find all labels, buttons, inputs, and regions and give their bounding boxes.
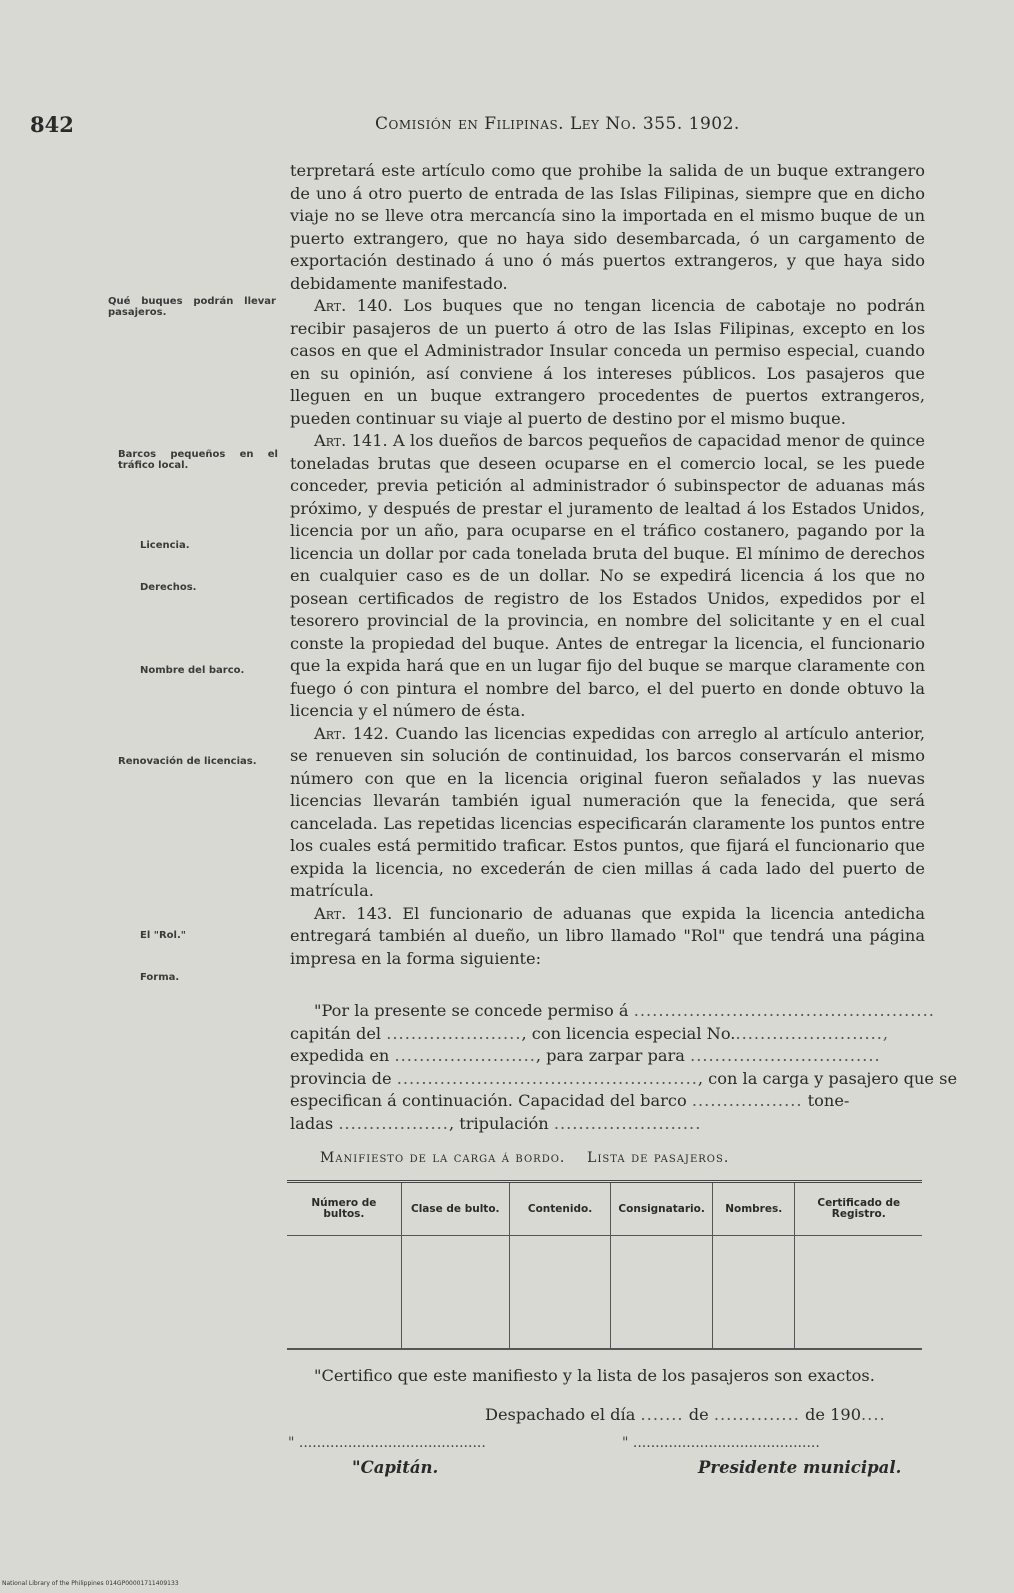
form-text: provincia de [290, 1068, 392, 1088]
blank-line: ........................, [735, 1023, 890, 1043]
manifest-title [320, 1150, 920, 1166]
column-header: Contenido. [509, 1183, 611, 1236]
column-header: Número de bultos. [287, 1183, 401, 1236]
form-text: , tripulación [448, 1113, 549, 1133]
column-header: Consignatario. [611, 1183, 713, 1236]
blank-line: .................. [691, 1091, 803, 1110]
dispatch-line [485, 1405, 886, 1424]
signature-presidente: Presidente municipal. [698, 1458, 902, 1477]
article-label: Art. 141. [314, 431, 388, 450]
page-number: 842 [30, 112, 74, 137]
table-cell [712, 1236, 795, 1349]
blank-line: .................. [338, 1113, 449, 1133]
form-text: "Por la presente se concede permiso á [314, 1001, 629, 1020]
manifest-title-passengers: Lista de pasajeros. [587, 1150, 730, 1166]
form-line [290, 1045, 925, 1068]
table-cell [401, 1236, 509, 1349]
sidenote-que-buques: Qué buques podrán llevar pasajeros. [108, 296, 276, 318]
form-text: ladas [290, 1113, 334, 1133]
table-cell [287, 1236, 401, 1349]
paragraph-art-143 [290, 903, 925, 971]
column-header: Clase de bulto. [401, 1183, 509, 1236]
paragraph-art-140 [290, 295, 925, 430]
blank-line: ................................................. [396, 1068, 698, 1088]
article-text: A los dueños de barcos pequeños de capacidad menor de quince toneladas brutas que deseen ocuparse en el comercio local, se les puede conceder, previa petición al administrador ó subinspector de aduanas más próximo, y después de prestar el juramento de lealtad á los Estados Unidos, licencia por un año, para ocuparse en el tráfico costanero, pagando por la licencia un dollar por cada tonelada bruta del buque. El mínimo de derechos en cualquier caso es de un dollar. No se expedirá licencia á los que no posean certificados de registro de los Estados Unidos, expedidos por el tesorero provincial de la provincia, en nombre del solicitante y en el cual conste la propiedad del buque. Antes de entregar la licencia, el funcionario que la expida hará que en un lugar fijo del buque se marque claramente con fuego ó con pintura el nombre del barco, el del puerto en donde obtuvo la licencia y el número de ésta. [290, 431, 925, 720]
scan-credit: National Library of the Philippines 014GP00001711409133 [2, 1580, 179, 1587]
signature-line-presidente: " .......................................... [622, 1435, 820, 1451]
sidenote-renovacion: Renovación de licencias. [118, 756, 257, 767]
signature-capitan: "Capitán. [352, 1458, 439, 1477]
sidenote-forma: Forma. [140, 972, 180, 983]
form-text: especifican á continuación. Capacidad del barco [290, 1091, 687, 1110]
table-header-row [287, 1183, 922, 1236]
paragraph-art-142 [290, 723, 925, 903]
paragraph-art-141 [290, 430, 925, 723]
sidenote-licencia: Licencia. [140, 540, 190, 551]
rol-form [290, 1000, 958, 1135]
article-text: Cuando las licencias expedidas con arreglo al artículo anterior, se renueven sin solución de continuidad, los barcos conservarán el mismo número con que en la licencia original fueron señalados y las nuevas licencias llevarán también igual numeración que la fenecida, que será cancelada. Las repetidas licencias especificarán claramente los puntos entre los cuales está permitido traficar. Estos puntos, que fijará el funcionario que expida la licencia, no excederán de cien millas á cada lado del puerto de matrícula. [290, 723, 925, 900]
article-label: Art. 140. [314, 296, 393, 315]
sidenote-derechos: Derechos. [140, 582, 197, 593]
manifest-table [287, 1180, 922, 1350]
form-line [290, 1000, 935, 1023]
blank-line: ....... [640, 1405, 684, 1424]
blank-line: ...................... [386, 1023, 522, 1043]
article-text: El funcionario de aduanas que expida la licencia antedicha entregará también al dueño, un libro llamado "Rol" que tendrá una página impresa en la forma siguiente: [290, 903, 925, 968]
dispatch-text: de 190 [805, 1405, 862, 1424]
blank-line: ............................... [690, 1046, 881, 1065]
sidenote-rol: El "Rol." [140, 930, 186, 941]
blank-line: ................................................. [633, 1001, 935, 1020]
blank-line: .... [861, 1405, 886, 1424]
article-label: Art. 143. [314, 903, 393, 923]
form-line [290, 1090, 925, 1113]
dispatch-text: Despachado el día [485, 1405, 636, 1424]
running-head: Comisión en Filipinas. Ley No. 355. 1902. [375, 114, 740, 134]
article-label: Art. 142. [314, 723, 389, 743]
sidenote-barcos: Barcos pequeños en el tráfico local. [118, 449, 278, 471]
form-text: capitán del [290, 1023, 382, 1043]
certification-text: "Certifico que este manifiesto y la lista de los pasajeros son exactos. [314, 1366, 875, 1385]
form-line [290, 1023, 925, 1046]
form-text: tone- [807, 1091, 850, 1110]
signature-line-capitan: " .......................................... [288, 1435, 486, 1451]
column-header: Certificado de Registro. [795, 1183, 922, 1236]
form-line [290, 1113, 925, 1136]
page-header [0, 112, 1014, 140]
form-text: expedida en [290, 1046, 390, 1065]
table-cell [509, 1236, 611, 1349]
manifest-title-cargo: Manifiesto de la carga á bordo. [320, 1150, 566, 1166]
sidenote-nombre: Nombre del barco. [140, 665, 245, 676]
form-text: , con licencia especial No. [521, 1023, 736, 1043]
form-line [290, 1068, 958, 1091]
table-cell [795, 1236, 922, 1349]
body-text [290, 160, 925, 970]
form-text: , con la carga y pasajero que se [697, 1068, 958, 1088]
form-text: , para zarpar para [535, 1046, 685, 1065]
article-text: Los buques que no tengan licencia de cabotaje no podrán recibir pasajeros de un puerto á otro de las Islas Filipinas, excepto en los casos en que el Administrador Insular conceda un permiso especial, cuando en su opinión, así conviene á los intereses públicos. Los pasajeros que lleguen en un buque extrangero procedentes de puertos extrangeros, pueden continuar su viaje al puerto de destino por el mismo buque. [290, 296, 925, 428]
table-row [287, 1236, 922, 1349]
blank-line: .............. [713, 1405, 800, 1424]
blank-line: ....................... [394, 1046, 536, 1065]
paragraph-continuation: terpretará este artículo como que prohibe la salida de un buque extrangero de uno á otro puerto de entrada de las Islas Filipinas, siempre que en dicho viaje no se lleve otra mercancía sino la importada en el mismo buque de un puerto extrangero, que no haya sido desembarcada, ó un cargamento de exportación destinado á uno ó más puertos extrangeros, y que haya sido debidamente manifestado. [290, 161, 925, 293]
column-header: Nombres. [712, 1183, 795, 1236]
blank-line: ........................ [553, 1113, 702, 1133]
table-cell [611, 1236, 713, 1349]
dispatch-text: de [688, 1405, 709, 1424]
